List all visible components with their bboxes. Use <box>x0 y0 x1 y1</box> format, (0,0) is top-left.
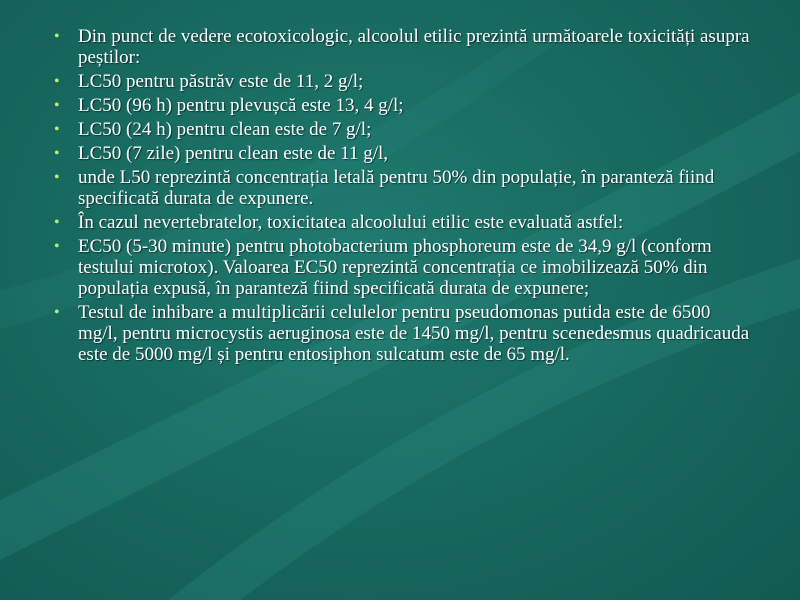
list-item <box>54 95 754 116</box>
list-item <box>54 167 754 209</box>
list-item <box>54 212 754 233</box>
list-item <box>54 119 754 140</box>
slide-body <box>54 26 754 368</box>
list-item <box>54 143 754 164</box>
bullet-text: În cazul nevertebratelor, toxicitatea alcoolului etilic este evaluată astfel: <box>78 212 624 233</box>
list-item <box>54 71 754 92</box>
bullet-text: LC50 (96 h) pentru plevușcă este 13, 4 g/l; <box>78 95 404 116</box>
bullet-icon: • <box>54 73 60 90</box>
bullet-text: Testul de inhibare a multiplicării celulelor pentru pseudomonas putida este de 6500 mg/l, pentru microcystis aeruginosa este de 1450 mg/l, pentru scenedesmus quadricauda este de 5000 mg/l și pentru entosiphon sulcatum este de 65 mg/l. <box>78 302 750 365</box>
bullet-text: LC50 (24 h) pentru clean este de 7 g/l; <box>78 119 372 140</box>
bullet-icon: • <box>54 121 60 138</box>
bullet-icon: • <box>54 145 60 162</box>
bullet-text: LC50 pentru păstrăv este de 11, 2 g/l; <box>78 71 364 92</box>
bullet-icon: • <box>54 238 60 255</box>
bullet-text: LC50 (7 zile) pentru clean este de 11 g/l, <box>78 143 389 164</box>
bullet-text: Din punct de vedere ecotoxicologic, alcoolul etilic prezintă următoarele toxicități asupra peștilor: <box>78 26 750 68</box>
bullet-text: unde L50 reprezintă concentrația letală pentru 50% din populație, în paranteză fiind specificată durata de expunere. <box>78 167 715 209</box>
list-item <box>54 26 754 68</box>
list-item <box>54 302 754 365</box>
bullet-icon: • <box>54 169 60 186</box>
bullet-icon: • <box>54 28 60 45</box>
bullet-list <box>54 26 754 365</box>
bullet-icon: • <box>54 304 60 321</box>
bullet-icon: • <box>54 97 60 114</box>
list-item <box>54 236 754 299</box>
bullet-text: EC50 (5-30 minute) pentru photobacterium phosphoreum este de 34,9 g/l (conform testului microtox). Valoarea EC50 reprezintă concentrația ce imobilizează 50% din populația expusă, în paranteză fiind specificată durata de expunere; <box>78 236 712 299</box>
bullet-icon: • <box>54 214 60 231</box>
